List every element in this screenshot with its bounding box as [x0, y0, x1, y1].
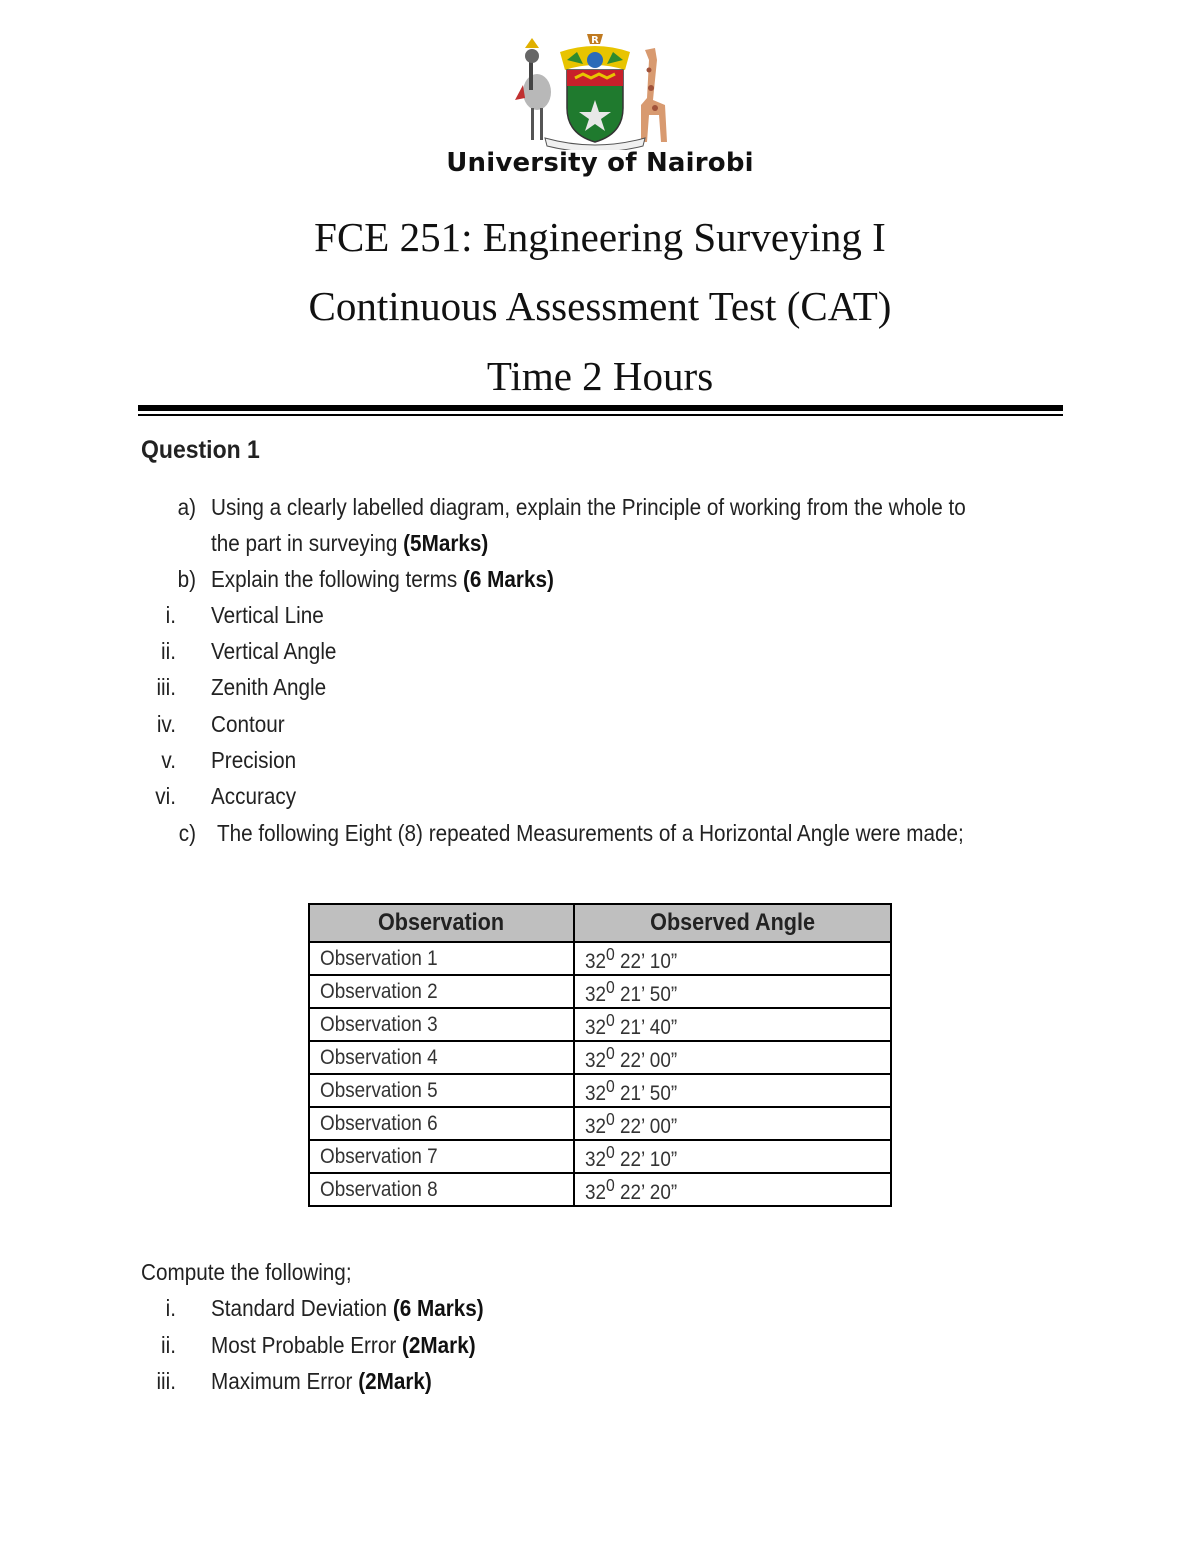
course-title: FCE 251: Engineering Surveying I — [314, 214, 886, 260]
part-b-label: Explain the following terms — [211, 566, 463, 592]
svg-text:R: R — [591, 35, 599, 46]
part-b-text — [211, 566, 554, 593]
test-title: Continuous Assessment Test (CAT) — [308, 283, 892, 329]
compute-item-text: Most Probable Error — [211, 1332, 402, 1358]
header-divider-thick — [138, 405, 1063, 411]
term-item: Contour — [211, 711, 285, 737]
term-item: Vertical Line — [211, 602, 324, 628]
table-row — [309, 1173, 891, 1206]
compute-numeral: i. — [165, 1295, 176, 1321]
term-item: Vertical Angle — [211, 638, 337, 664]
table-row — [309, 1107, 891, 1140]
angle-cell: $32^0$ 21’ 50” — [574, 1074, 891, 1107]
observation-cell: Observation 8 — [309, 1173, 574, 1206]
compute-item — [211, 1295, 484, 1322]
giraffe-icon — [641, 48, 667, 142]
angle-cell: $32^0$ 21’ 40” — [574, 1008, 891, 1041]
part-b-marker: b) — [177, 566, 196, 592]
test-duration: Time 2 Hours — [486, 353, 714, 399]
shield-icon — [567, 70, 623, 142]
term-item: Accuracy — [211, 783, 297, 809]
term-item: Precision — [211, 747, 297, 773]
observation-cell: Observation 2 — [309, 975, 574, 1008]
angle-cell: $32^0$ 22’ 10” — [574, 942, 891, 975]
term-numeral: ii. — [161, 638, 176, 664]
term-numeral: i. — [165, 602, 176, 628]
term-numeral: iii. — [156, 674, 176, 700]
compute-item-marks: (6 Marks) — [392, 1295, 484, 1321]
part-c-marker: c) — [178, 820, 196, 846]
part-a-line-2 — [211, 530, 488, 557]
university-crest-logo — [505, 30, 685, 150]
observation-cell: Observation 3 — [309, 1008, 574, 1041]
compute-item-text: Standard Deviation — [211, 1295, 393, 1321]
angle-cell: $32^0$ 22’ 10” — [574, 1140, 891, 1173]
torch-icon — [587, 34, 603, 46]
part-b-marks: (6 Marks) — [462, 566, 554, 592]
university-name: University of Nairobi — [446, 148, 754, 178]
observation-cell: Observation 6 — [309, 1107, 574, 1140]
crane-icon — [515, 38, 551, 140]
compute-item — [211, 1332, 476, 1359]
table-header-row — [309, 904, 891, 942]
table-row — [309, 1008, 891, 1041]
header-divider-thin — [138, 414, 1063, 416]
term-numeral: v. — [161, 747, 176, 773]
part-a-marker: a) — [177, 494, 196, 520]
column-header-observed-angle: Observed Angle — [574, 904, 891, 942]
observations-table — [308, 903, 892, 1207]
table-row — [309, 1041, 891, 1074]
observation-cell: Observation 5 — [309, 1074, 574, 1107]
column-header-observation: Observation — [309, 904, 574, 942]
compute-item-marks: (2Mark) — [358, 1368, 432, 1394]
question-heading: Question 1 — [141, 436, 260, 464]
compute-item-text: Maximum Error — [211, 1368, 359, 1394]
compute-item-marks: (2Mark) — [401, 1332, 476, 1358]
angle-cell: $32^0$ 21’ 50” — [574, 975, 891, 1008]
observation-cell: Observation 4 — [309, 1041, 574, 1074]
compute-numeral: iii. — [156, 1368, 176, 1394]
part-a-line-1: Using a clearly labelled diagram, explain the Principle of working from the whole to — [211, 494, 966, 520]
compute-intro: Compute the following; — [141, 1259, 352, 1285]
term-numeral: iv. — [156, 711, 176, 737]
table-row — [309, 942, 891, 975]
term-numeral: vi. — [155, 783, 176, 809]
table-row — [309, 975, 891, 1008]
compute-item — [211, 1368, 432, 1395]
compute-numeral: ii. — [161, 1332, 176, 1358]
angle-cell: $32^0$ 22’ 20” — [574, 1173, 891, 1206]
table-row — [309, 1074, 891, 1107]
part-c-text: The following Eight (8) repeated Measurements of a Horizontal Angle were made; — [217, 820, 964, 846]
part-a-marks: (5Marks) — [403, 530, 489, 556]
observation-cell: Observation 1 — [309, 942, 574, 975]
part-a-line-2-text: the part in surveying — [211, 530, 404, 556]
term-item: Zenith Angle — [211, 674, 327, 700]
observation-cell: Observation 7 — [309, 1140, 574, 1173]
angle-cell: $32^0$ 22’ 00” — [574, 1107, 891, 1140]
angle-cell: $32^0$ 22’ 00” — [574, 1041, 891, 1074]
table-row — [309, 1140, 891, 1173]
